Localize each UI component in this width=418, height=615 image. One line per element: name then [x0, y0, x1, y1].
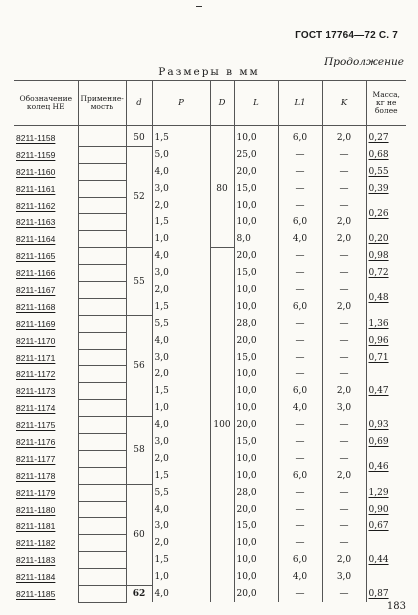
applicability-cell [78, 569, 126, 586]
p-value: 5,5 [152, 484, 210, 501]
top-dash-mark [196, 6, 202, 7]
col-header-l1: L1 [278, 81, 322, 126]
ring-code: 8211-1166 [14, 265, 78, 282]
table-header-row [14, 81, 406, 126]
mass-value [366, 197, 406, 231]
l-value: 10,0 [234, 298, 278, 315]
mass-text: 0,93 [368, 420, 389, 431]
l1-value: — [278, 146, 322, 163]
p-value: 1,5 [152, 552, 210, 569]
col-header-big-d: D [210, 81, 234, 126]
mass-text: 0,96 [368, 335, 389, 346]
k-value: 2,0 [322, 231, 366, 248]
k-value: — [322, 265, 366, 282]
p-value: 1,0 [152, 231, 210, 248]
l-value: 25,0 [234, 146, 278, 163]
l1-value: — [278, 197, 322, 214]
ring-code: 8211-1163 [14, 214, 78, 231]
applicability-cell [78, 180, 126, 197]
mass-value [366, 484, 406, 501]
mass-text: 0,20 [368, 234, 389, 245]
mass-text: 0,71 [368, 352, 389, 363]
applicability-cell [78, 332, 126, 349]
l1-value: — [278, 535, 322, 552]
mass-text: 0,39 [368, 183, 389, 194]
p-value: 1,0 [152, 400, 210, 417]
l-value: 15,0 [234, 434, 278, 451]
big-d-value: 100 [210, 248, 234, 603]
ring-code: 8211-1183 [14, 552, 78, 569]
l1-value: 6,0 [278, 467, 322, 484]
k-value: 2,0 [322, 126, 366, 147]
l1-value: — [278, 349, 322, 366]
ring-code: 8211-1160 [14, 163, 78, 180]
l-value: 10,0 [234, 569, 278, 586]
mass-text: 0,90 [368, 504, 389, 515]
k-value: 2,0 [322, 467, 366, 484]
ring-code: 8211-1165 [14, 248, 78, 265]
mass-value [366, 501, 406, 518]
p-value: 1,5 [152, 467, 210, 484]
mass-text: 0,68 [368, 149, 389, 160]
p-value: 1,5 [152, 383, 210, 400]
k-value: 2,0 [322, 214, 366, 231]
l1-value: 6,0 [278, 214, 322, 231]
l1-value: — [278, 332, 322, 349]
applicability-cell [78, 248, 126, 265]
d-value: 56 [126, 315, 152, 416]
col-header-p: P [152, 81, 210, 126]
k-value: — [322, 484, 366, 501]
p-value: 4,0 [152, 586, 210, 603]
l-value: 10,0 [234, 450, 278, 467]
d-value: 62 [126, 586, 152, 603]
p-value: 4,0 [152, 332, 210, 349]
p-value: 2,0 [152, 366, 210, 383]
l-value: 10,0 [234, 467, 278, 484]
applicability-cell [78, 400, 126, 417]
l-value: 15,0 [234, 265, 278, 282]
l-value: 10,0 [234, 552, 278, 569]
big-d-value: 80 [210, 126, 234, 248]
p-value: 1,5 [152, 214, 210, 231]
ring-code: 8211-1175 [14, 417, 78, 434]
mass-text: 0,44 [368, 555, 389, 566]
k-value: — [322, 501, 366, 518]
mass-text: 0,87 [368, 588, 389, 599]
continuation-label: Продолжение [324, 56, 404, 68]
page-number: 183 [386, 601, 406, 612]
mass-value [366, 231, 406, 248]
p-value: 2,0 [152, 450, 210, 467]
k-value: — [322, 450, 366, 467]
k-value: — [322, 434, 366, 451]
p-value: 1,5 [152, 298, 210, 315]
applicability-cell [78, 163, 126, 180]
mass-text: 0,47 [368, 386, 389, 397]
ring-code: 8211-1162 [14, 197, 78, 214]
ring-code: 8211-1161 [14, 180, 78, 197]
k-value: 3,0 [322, 569, 366, 586]
l-value: 20,0 [234, 586, 278, 603]
l1-value: — [278, 450, 322, 467]
k-value: 2,0 [322, 383, 366, 400]
ring-code: 8211-1167 [14, 282, 78, 299]
k-value: — [322, 535, 366, 552]
l1-value: — [278, 366, 322, 383]
p-value: 3,0 [152, 518, 210, 535]
col-header-applicability: Применяе-мость [78, 81, 126, 126]
p-value: 2,0 [152, 535, 210, 552]
applicability-cell [78, 450, 126, 467]
applicability-cell [78, 417, 126, 434]
applicability-cell [78, 282, 126, 299]
l1-value: — [278, 484, 322, 501]
p-value: 4,0 [152, 501, 210, 518]
l-value: 10,0 [234, 214, 278, 231]
l-value: 10,0 [234, 366, 278, 383]
p-value: 3,0 [152, 434, 210, 451]
applicability-cell [78, 231, 126, 248]
k-value: 2,0 [322, 552, 366, 569]
mass-text: 0,67 [368, 521, 389, 532]
p-value: 3,0 [152, 265, 210, 282]
l-value: 28,0 [234, 484, 278, 501]
l1-value: 4,0 [278, 231, 322, 248]
ring-code: 8211-1180 [14, 501, 78, 518]
l-value: 10,0 [234, 282, 278, 299]
d-value: 50 [126, 126, 152, 147]
mass-text: 1,36 [368, 318, 389, 329]
p-value: 2,0 [152, 282, 210, 299]
l-value: 10,0 [234, 197, 278, 214]
mass-value [366, 535, 406, 586]
p-value: 4,0 [152, 417, 210, 434]
l-value: 20,0 [234, 417, 278, 434]
col-header-k: K [322, 81, 366, 126]
l1-value: — [278, 180, 322, 197]
ring-code: 8211-1174 [14, 400, 78, 417]
ring-code: 8211-1185 [14, 586, 78, 603]
d-value: 58 [126, 417, 152, 485]
ring-code: 8211-1171 [14, 349, 78, 366]
k-value: — [322, 586, 366, 603]
l-value: 15,0 [234, 518, 278, 535]
mass-value [366, 180, 406, 197]
mass-text: 0,46 [368, 462, 389, 473]
k-value: — [322, 315, 366, 332]
p-value: 1,5 [152, 126, 210, 147]
mass-value [366, 349, 406, 366]
l1-value: — [278, 265, 322, 282]
mass-value [366, 248, 406, 265]
k-value: — [322, 332, 366, 349]
ring-code: 8211-1178 [14, 467, 78, 484]
applicability-cell [78, 197, 126, 214]
applicability-cell [78, 315, 126, 332]
ring-code: 8211-1158 [14, 126, 78, 147]
col-header-d: d [126, 81, 152, 126]
mass-value [366, 586, 406, 603]
k-value: 2,0 [322, 298, 366, 315]
l1-value: — [278, 417, 322, 434]
mass-text: 0,98 [368, 251, 389, 262]
applicability-cell [78, 467, 126, 484]
k-value: — [322, 146, 366, 163]
mass-text: 0,27 [368, 133, 389, 144]
ring-code: 8211-1182 [14, 535, 78, 552]
l1-value: — [278, 518, 322, 535]
applicability-cell [78, 552, 126, 569]
l1-value: — [278, 248, 322, 265]
mass-value [366, 146, 406, 163]
applicability-cell [78, 366, 126, 383]
l-value: 10,0 [234, 126, 278, 147]
p-value: 5,5 [152, 315, 210, 332]
applicability-cell [78, 586, 126, 603]
l-value: 10,0 [234, 535, 278, 552]
col-header-l: L [234, 81, 278, 126]
k-value: — [322, 349, 366, 366]
k-value: 3,0 [322, 400, 366, 417]
mass-value [366, 434, 406, 451]
ring-code: 8211-1164 [14, 231, 78, 248]
l1-value: — [278, 586, 322, 603]
applicability-cell [78, 214, 126, 231]
applicability-cell [78, 265, 126, 282]
mass-value [366, 265, 406, 282]
ring-code: 8211-1173 [14, 383, 78, 400]
applicability-cell [78, 518, 126, 535]
l1-value: 4,0 [278, 400, 322, 417]
mass-value [366, 518, 406, 535]
ring-code: 8211-1159 [14, 146, 78, 163]
table-row [14, 126, 406, 147]
p-value: 3,0 [152, 180, 210, 197]
mass-text: 0,26 [368, 208, 389, 219]
ring-code: 8211-1177 [14, 450, 78, 467]
applicability-cell [78, 146, 126, 163]
l-value: 20,0 [234, 163, 278, 180]
rings-spec-table [14, 80, 406, 603]
l1-value: — [278, 282, 322, 299]
l-value: 15,0 [234, 349, 278, 366]
applicability-cell [78, 383, 126, 400]
mass-text: 0,48 [368, 293, 389, 304]
applicability-cell [78, 535, 126, 552]
ring-code: 8211-1170 [14, 332, 78, 349]
l1-value: — [278, 501, 322, 518]
l1-value: 6,0 [278, 552, 322, 569]
table-body [14, 126, 406, 603]
k-value: — [322, 518, 366, 535]
mass-value [366, 417, 406, 434]
k-value: — [322, 366, 366, 383]
p-value: 3,0 [152, 349, 210, 366]
mass-value [366, 450, 406, 484]
ring-code: 8211-1168 [14, 298, 78, 315]
ring-code: 8211-1172 [14, 366, 78, 383]
ring-code: 8211-1176 [14, 434, 78, 451]
col-header-designation: Обозначение колец НЕ [14, 81, 78, 126]
document-code: ГОСТ 17764—72 С. 7 [295, 30, 398, 41]
col-header-mass: Масса, кг не более [366, 81, 406, 126]
p-value: 4,0 [152, 163, 210, 180]
p-value: 1,0 [152, 569, 210, 586]
mass-text: 0,72 [368, 268, 389, 279]
mass-value [366, 366, 406, 417]
l-value: 20,0 [234, 501, 278, 518]
l1-value: — [278, 163, 322, 180]
l1-value: 6,0 [278, 298, 322, 315]
p-value: 4,0 [152, 248, 210, 265]
mass-value [366, 163, 406, 180]
l-value: 10,0 [234, 400, 278, 417]
ring-code: 8211-1169 [14, 315, 78, 332]
k-value: — [322, 248, 366, 265]
l1-value: — [278, 315, 322, 332]
l-value: 20,0 [234, 248, 278, 265]
mass-value [366, 332, 406, 349]
ring-code: 8211-1184 [14, 569, 78, 586]
sizes-caption: Размеры в мм [158, 66, 260, 78]
l-value: 10,0 [234, 383, 278, 400]
mass-text: 0,69 [368, 436, 389, 447]
l1-value: 4,0 [278, 569, 322, 586]
applicability-cell [78, 126, 126, 147]
d-value: 55 [126, 248, 152, 316]
mass-text: 0,55 [368, 166, 389, 177]
table-row [14, 248, 406, 265]
applicability-cell [78, 298, 126, 315]
k-value: — [322, 180, 366, 197]
d-value: 52 [126, 146, 152, 247]
p-value: 2,0 [152, 197, 210, 214]
l-value: 8,0 [234, 231, 278, 248]
ring-code: 8211-1179 [14, 484, 78, 501]
k-value: — [322, 417, 366, 434]
l-value: 28,0 [234, 315, 278, 332]
mass-value [366, 315, 406, 332]
applicability-cell [78, 434, 126, 451]
ring-code: 8211-1181 [14, 518, 78, 535]
k-value: — [322, 163, 366, 180]
applicability-cell [78, 501, 126, 518]
l-value: 20,0 [234, 332, 278, 349]
l1-value: — [278, 434, 322, 451]
k-value: — [322, 197, 366, 214]
mass-value [366, 282, 406, 316]
l-value: 15,0 [234, 180, 278, 197]
l1-value: 6,0 [278, 126, 322, 147]
d-value: 60 [126, 484, 152, 585]
l1-value: 6,0 [278, 383, 322, 400]
applicability-cell [78, 349, 126, 366]
p-value: 5,0 [152, 146, 210, 163]
applicability-cell [78, 484, 126, 501]
mass-value [366, 126, 406, 147]
mass-text: 1,29 [368, 487, 389, 498]
k-value: — [322, 282, 366, 299]
